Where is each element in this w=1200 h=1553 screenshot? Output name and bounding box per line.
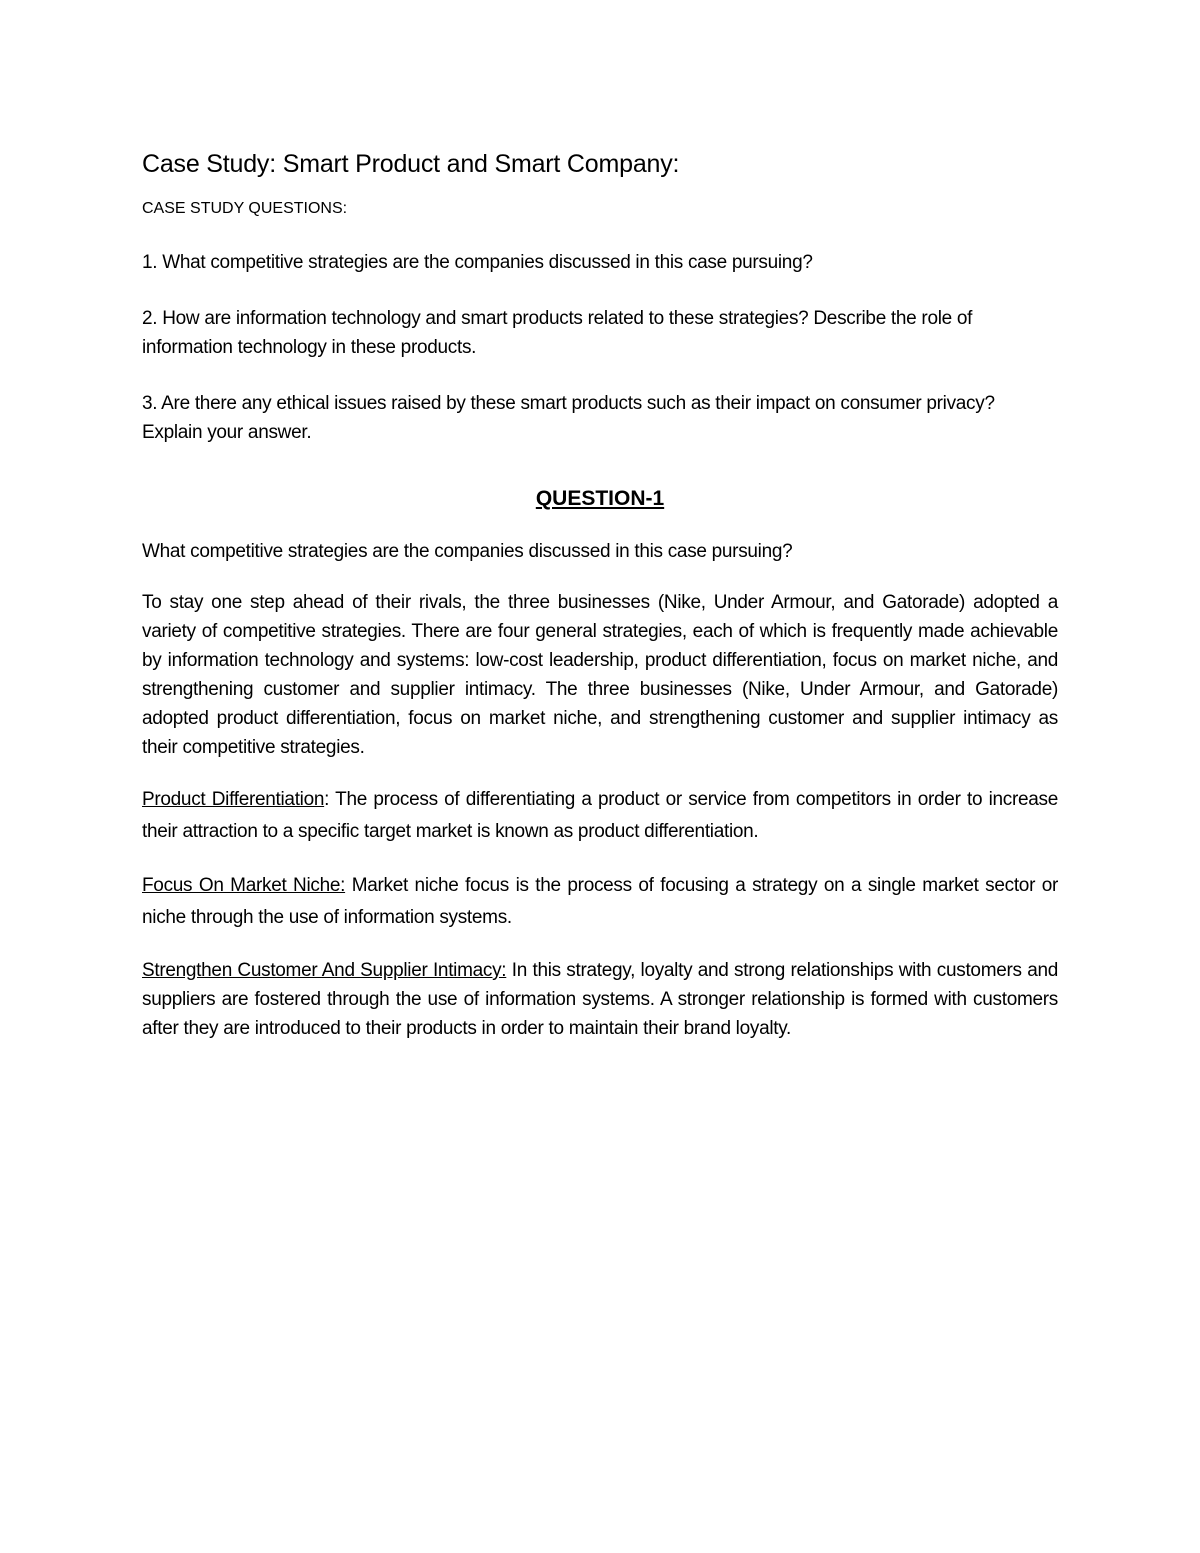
- definition-term: Focus On Market Niche:: [142, 875, 346, 896]
- question-3: 3. Are there any ethical issues raised by these smart products such as their impact on consumer privacy? Explain your answer.: [142, 393, 995, 443]
- answer-paragraph: To stay one step ahead of their rivals, the three businesses (Nike, Under Armour, and Gatorade) adopted a variety of competitive strategies. There are four general strategies, each of which is frequently made achievable by information technology and systems: low-cost leadership, product differentiation, focus on market niche, and strengthening customer and supplier intimacy. The three businesses (Nike, Under Armour, and Gatorade) adopted product differentiation, focus on market niche, and strengthening customer and supplier intimacy as their competitive strategies.: [142, 592, 1058, 758]
- definition-text: The process of differentiating a product or service from competitors in order to increase their attraction to a specific target market is known as product differentiation.: [142, 789, 1058, 842]
- question-1: 1. What competitive strategies are the companies discussed in this case pursuing?: [142, 252, 813, 273]
- document-page: [142, 140, 1058, 1043]
- definition-product-differentiation: [142, 784, 1058, 848]
- definition-separator: :: [324, 789, 330, 810]
- document-title: Case Study: Smart Product and Smart Company:: [142, 150, 680, 178]
- definition-customer-supplier-intimacy: [142, 956, 1058, 1043]
- definition-term: Strengthen Customer And Supplier Intimacy:: [142, 960, 507, 981]
- definition-text: Market niche focus is the process of focusing a strategy on a single market sector or niche through the use of information systems.: [142, 875, 1058, 928]
- section-question: What competitive strategies are the companies discussed in this case pursuing?: [142, 541, 793, 562]
- question-2: 2. How are information technology and smart products related to these strategies? Describe the role of information technology in these products.: [142, 308, 973, 358]
- questions-heading: CASE STUDY QUESTIONS:: [142, 200, 348, 217]
- section-heading: QUESTION-1: [535, 487, 665, 510]
- definition-market-niche: [142, 870, 1058, 934]
- definition-text: In this strategy, loyalty and strong relationships with customers and suppliers are fostered through the use of information systems. A stronger relationship is formed with customers after they are introduced to their products in order to maintain their brand loyalty.: [142, 960, 1058, 1039]
- definition-term: Product Differentiation: [142, 789, 325, 810]
